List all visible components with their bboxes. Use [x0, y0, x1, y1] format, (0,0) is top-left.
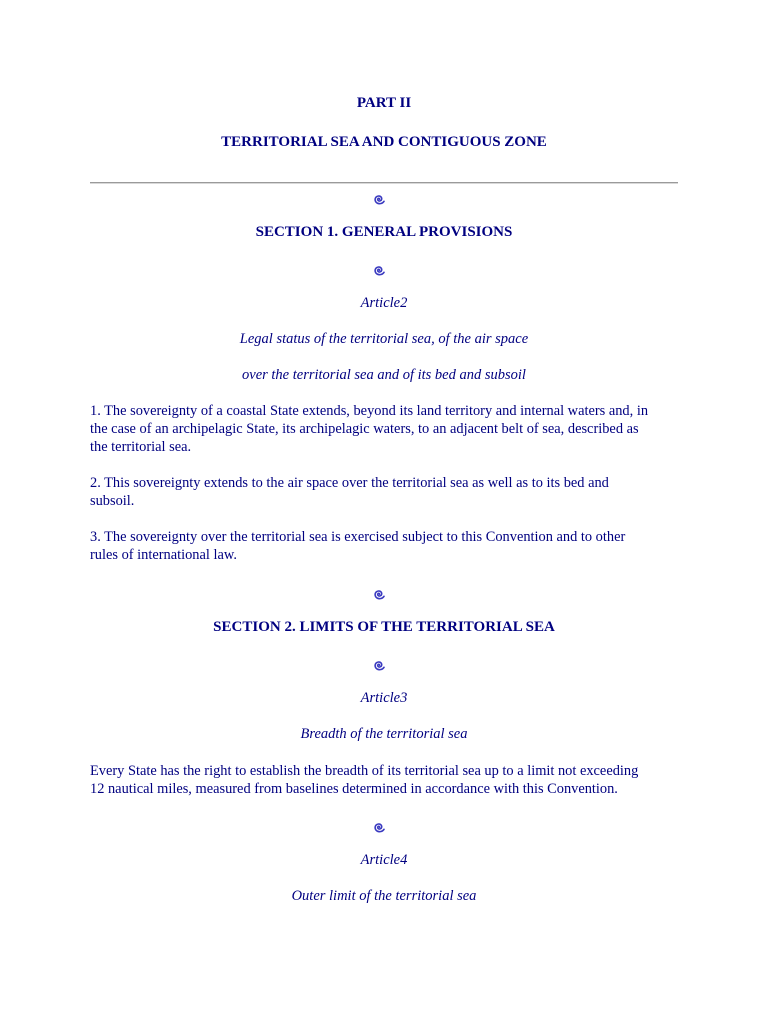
- paragraph-line: rules of international law.: [90, 547, 237, 563]
- horizontal-rule: [90, 182, 678, 184]
- paragraph-line: the case of an archipelagic State, its archipelagic waters, to an adjacent belt of sea, described as: [90, 421, 639, 437]
- section-2-title: SECTION 2. LIMITS OF THE TERRITORIAL SEA: [213, 619, 555, 635]
- paragraph-line: the territorial sea.: [90, 439, 192, 455]
- article-3-heading: Breadth of the territorial sea: [300, 726, 468, 742]
- part-title: TERRITORIAL SEA AND CONTIGUOUS ZONE: [221, 134, 547, 150]
- article-3-label: Article3: [360, 690, 408, 706]
- article-4-heading: Outer limit of the territorial sea: [291, 888, 477, 904]
- paragraph-line: 3. The sovereignty over the territorial sea is exercised subject to this Convention and to other: [90, 529, 626, 545]
- spiral-icon: [371, 191, 387, 207]
- article-2-label: Article2: [360, 295, 408, 311]
- spiral-icon: [371, 657, 387, 673]
- paragraph-line: 1. The sovereignty of a coastal State extends, beyond its land territory and internal waters and, in: [90, 403, 649, 419]
- paragraph-line: subsoil.: [90, 493, 135, 509]
- paragraph-line: 12 nautical miles, measured from baselines determined in accordance with this Convention.: [90, 781, 618, 797]
- spiral-icon: [371, 262, 387, 278]
- spiral-icon: [371, 586, 387, 602]
- part-number: PART II: [356, 95, 412, 111]
- paragraph-line: Every State has the right to establish the breadth of its territorial sea up to a limit not exceeding: [90, 763, 639, 779]
- spiral-icon: [371, 819, 387, 835]
- paragraph-line: 2. This sovereignty extends to the air space over the territorial sea as well as to its bed and: [90, 475, 609, 491]
- article-4-label: Article4: [360, 852, 408, 868]
- section-1-title: SECTION 1. GENERAL PROVISIONS: [255, 224, 513, 240]
- article-2-heading-line-1: Legal status of the territorial sea, of the air space: [239, 331, 529, 347]
- article-2-heading-line-2: over the territorial sea and of its bed and subsoil: [242, 367, 526, 383]
